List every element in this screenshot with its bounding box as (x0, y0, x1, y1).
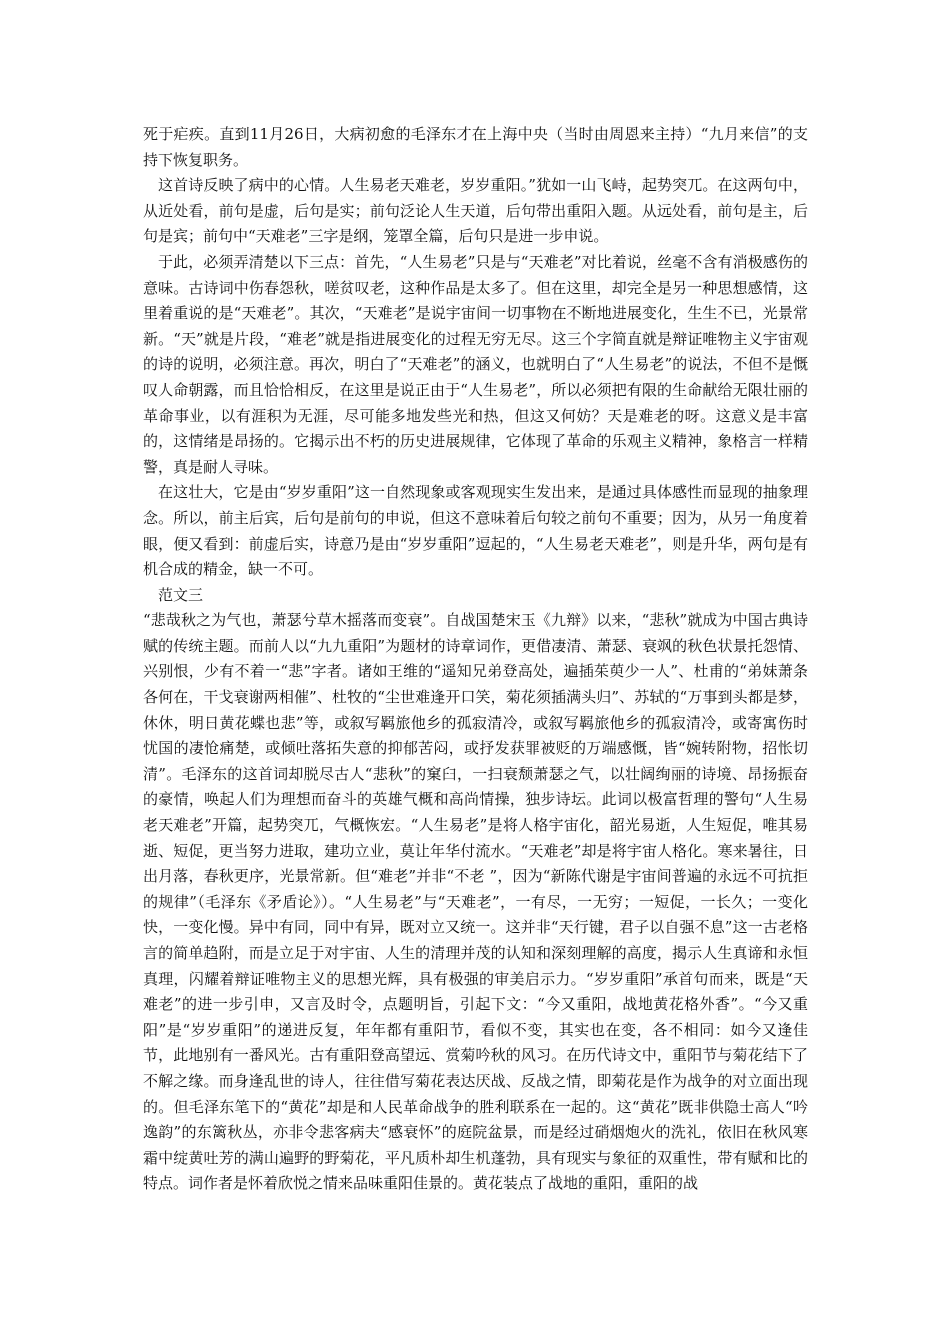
paragraph: “悲哉秋之为气也，萧瑟兮草木摇落而变衰”。自战国楚宋玉《九辩》以来，“悲秋”就成为中国古典诗赋的传统主题。而前人以“九九重阳”为题材的诗章词作，更借凄清、萧瑟、衰飒的秋色状景托怨情、兴别恨，少有不着一“悲”字者。诸如王维的“遥知兄弟登高处，遍插茱萸少一人”、杜甫的“弟妹萧条各何在，干戈衰谢两相催”、杜牧的“尘世难逢开口笑，菊花须插满头归”、苏轼的“万事到头都是梦，休休，明日黄花蝶也悲”等，或叙写羁旅他乡的孤寂清冷，或叙写羁旅他乡的孤寂清冷，或寄寓伤时忧国的凄怆痛楚，或倾吐落拓失意的抑郁苦闷，或抒发获罪被贬的万端感慨，皆“婉转附物，招怅切清”。毛泽东的这首词却脱尽古人“悲秋”的窠臼，一扫衰颓萧瑟之气，以壮阔绚丽的诗境、昂扬振奋的豪情，唤起人们为理想而奋斗的英雄气概和高尚情操，独步诗坛。此词以极富哲理的警句“人生易老天难老”开篇，起势突兀，气概恢宏。“人生易老”是将人格宇宙化，韶光易逝，人生短促，唯其易逝、短促，更当努力进取，建功立业，莫让年华付流水。“天难老”却是将宇宙人格化。寒来暑往，日出月落，春秋更序，光景常新。但“难老”并非“不老 ”，因为“新陈代谢是宇宙间普遍的永远不可抗拒的规律”（毛泽东《矛盾论》）。“人生易老”与“天难老”，一有尽，一无穷；一短促，一长久；一变化快，一变化慢。异中有同，同中有异，既对立又统一。这并非“天行键，君子以自强不息”这一古老格言的简单趋附，而是立足于对宇宙、人生的清理并茂的认知和深刻理解的高度，揭示人生真谛和永恒真理，闪耀着辩证唯物主义的思想光辉，具有极强的审美启示力。“岁岁重阳”承首句而来，既是“天难老”的进一步引申，又言及时令，点题明旨，引起下文：“今又重阳，战地黄花格外香”。“今又重阳”是“岁岁重阳”的递进反复，年年都有重阳节，看似不变，其实也在变，各不相同：如今又逢佳节，此地别有一番风光。古有重阳登高望远、赏菊吟秋的风习。在历代诗文中，重阳节与菊花结下了不解之缘。而身逢乱世的诗人，往往借写菊花表达厌战、反战之情，即菊花是作为战争的对立面出现的。但毛泽东笔下的“黄花”却是和人民革命战争的胜利联系在一起的。这“黄花”既非供隐士高人“吟逸韵”的东篱秋丛，亦非令悲客病夫“感衰怀”的庭院盆景，而是经过硝烟炮火的洗礼，依旧在秋风寒霜中绽黄吐芳的满山遍野的野菊花，平凡质朴却生机蓬勃，具有现实与象征的双重性，带有赋和比的特点。词作者是怀着欣悦之情来品味重阳佳景的。黄花装点了战地的重阳，重阳的战 (143, 611, 808, 1193)
section-heading: 范文三 (158, 585, 204, 604)
paragraph: 在这壮大，它是由“岁岁重阳”这一自然现象或客观现实生发出来，是通过具体感性而显现的抽象理念。所以，前主后宾，后句是前句的申说，但这不意味着后句较之前句不重要；因为，从另一角度着眼，便又看到：前虚后实，诗意乃是由“岁岁重阳”逗起的，“人生易老天难老”，则是升华，两句是有机合成的精金，缺一不可。 (143, 483, 808, 579)
paragraph: 这首诗反映了病中的心情。人生易老天难老，岁岁重阳。”犹如一山飞峙，起势突兀。在这两句中，从近处看，前句是虚，后句是实；前句泛论人生天道，后句带出重阳入题。从远处看，前句是主，后句是宾；前句中“天难老”三字是纲，笼罩全篇，后句只是进一步申说。 (143, 176, 808, 246)
paragraph: 死于疟疾。直到11月26日，大病初愈的毛泽东才在上海中央（当时由周恩来主持）“九月来信”的支持下恢复职务。 (143, 125, 808, 169)
document-body (143, 122, 808, 1197)
paragraph: 于此，必须弄清楚以下三点：首先，“人生易老”只是与“天难老”对比着说，丝毫不含有消极感伤的意味。古诗词中伤春怨秋，嗟贫叹老，这种作品是太多了。但在这里，却完全是另一种思想感情，这里着重说的是“天难老”。其次，“天难老”是说宇宙间一切事物在不断地进展变化，生生不已，光景常新。“天”就是片段，“难老”就是指进展变化的过程无穷无尽。这三个字简直就是辩证唯物主义宇宙观的诗的说明，必须注意。再次，明白了“天难老”的涵义，也就明白了“人生易老”的说法，不但不是慨叹人命朝露，而且恰恰相反，在这里是说正由于“人生易老”，所以必须把有限的生命献给无限壮丽的革命事业，以有涯积为无涯，尽可能多地发些光和热，但这又何妨？天是难老的呀。这意义是丰富的，这情绪是昂扬的。它揭示出不朽的历史进展规律，它体现了革命的乐观主义精神，象格言一样精警，真是耐人寻味。 (143, 252, 808, 476)
